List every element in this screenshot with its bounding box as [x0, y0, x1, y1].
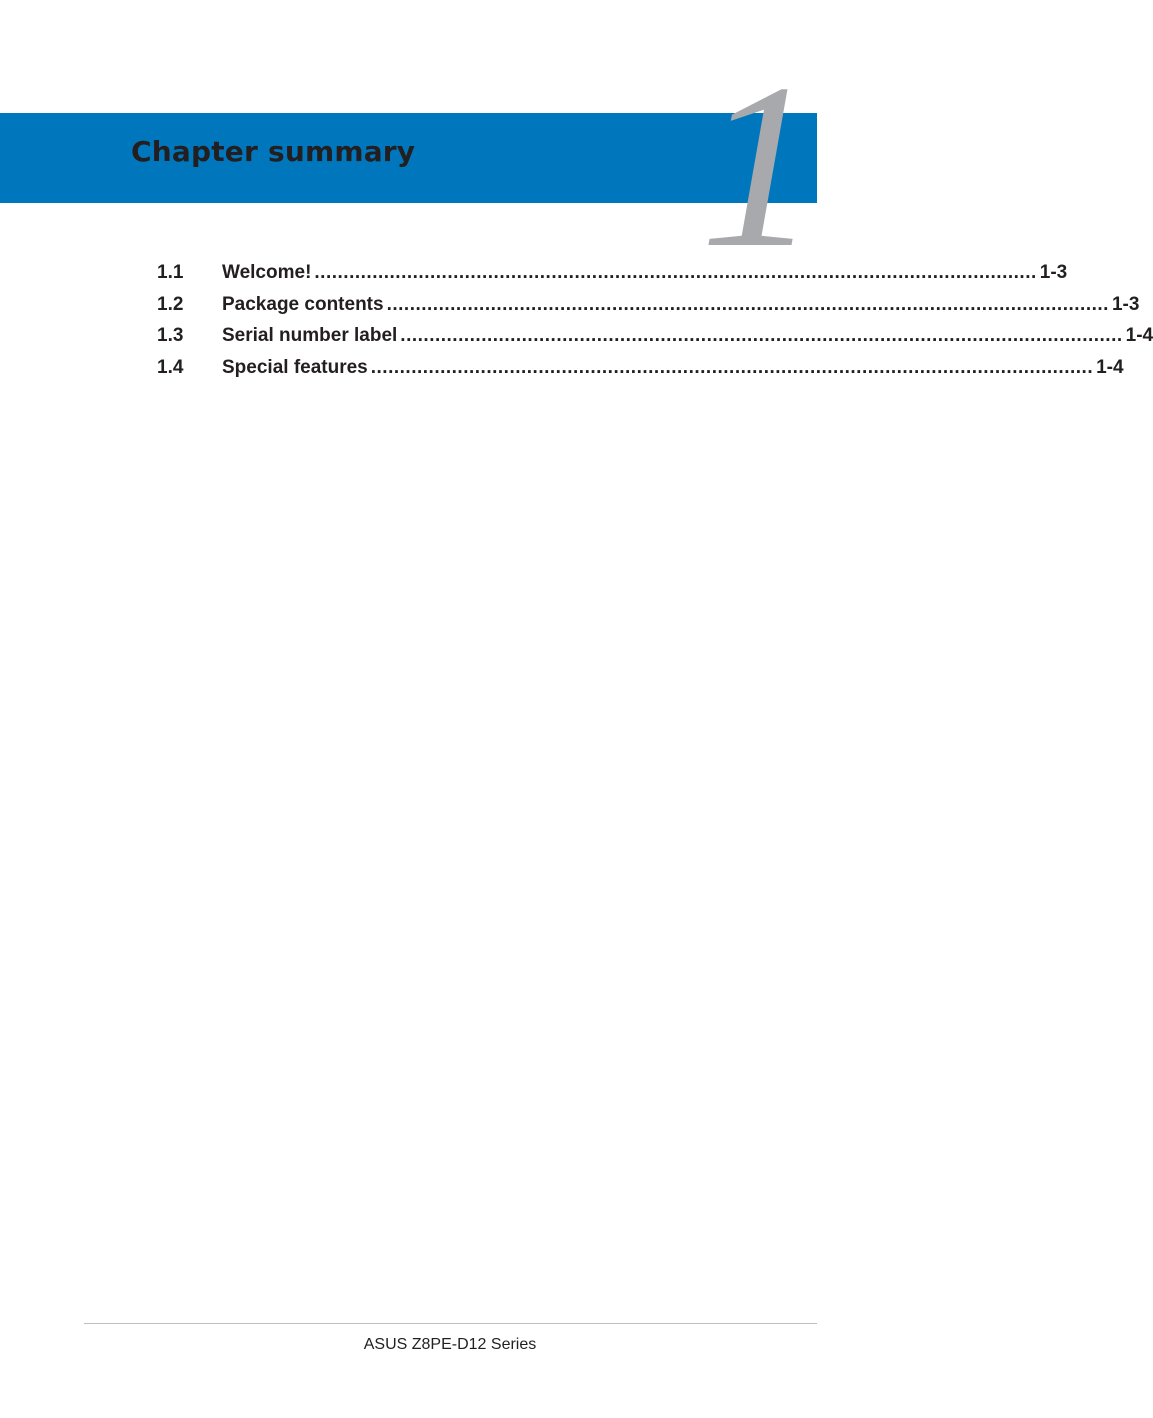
- toc-section-number: 1.3: [157, 325, 184, 347]
- toc-section-number: 1.2: [157, 293, 184, 315]
- toc-page-number: 1-3: [1039, 262, 1068, 283]
- toc-dot-leader: .............................................................................................................................: [400, 325, 1123, 347]
- toc-dot-leader: .............................................................................................................................: [314, 262, 1037, 283]
- footer-product-name: ASUS Z8PE-D12 Series: [363, 1336, 537, 1353]
- toc-dot-leader: .............................................................................................................................: [370, 356, 1094, 378]
- chapter-number: 1: [700, 36, 818, 297]
- toc-dot-leader: .............................................................................................................................: [386, 293, 1109, 315]
- toc-page-number: 1-4: [1125, 325, 1153, 347]
- toc-section-title: Package contents: [222, 293, 384, 315]
- toc-entry[interactable]: [157, 262, 1068, 294]
- chapter-title: Chapter summary: [131, 135, 416, 168]
- toc-entry[interactable]: [157, 325, 1153, 357]
- toc-section-number: 1.4: [157, 356, 184, 378]
- toc-entry[interactable]: [157, 356, 1124, 389]
- footer-divider: [84, 1323, 817, 1324]
- toc-entry[interactable]: [157, 293, 1140, 326]
- toc-page-number: 1-3: [1111, 293, 1140, 315]
- toc-section-number: 1.1: [157, 262, 184, 283]
- table-of-contents: [157, 262, 1153, 388]
- toc-section-title: Serial number label: [222, 325, 398, 347]
- toc-page-number: 1-4: [1096, 356, 1124, 378]
- toc-section-title: Special features: [222, 356, 368, 378]
- toc-section-title: Welcome!: [222, 262, 312, 283]
